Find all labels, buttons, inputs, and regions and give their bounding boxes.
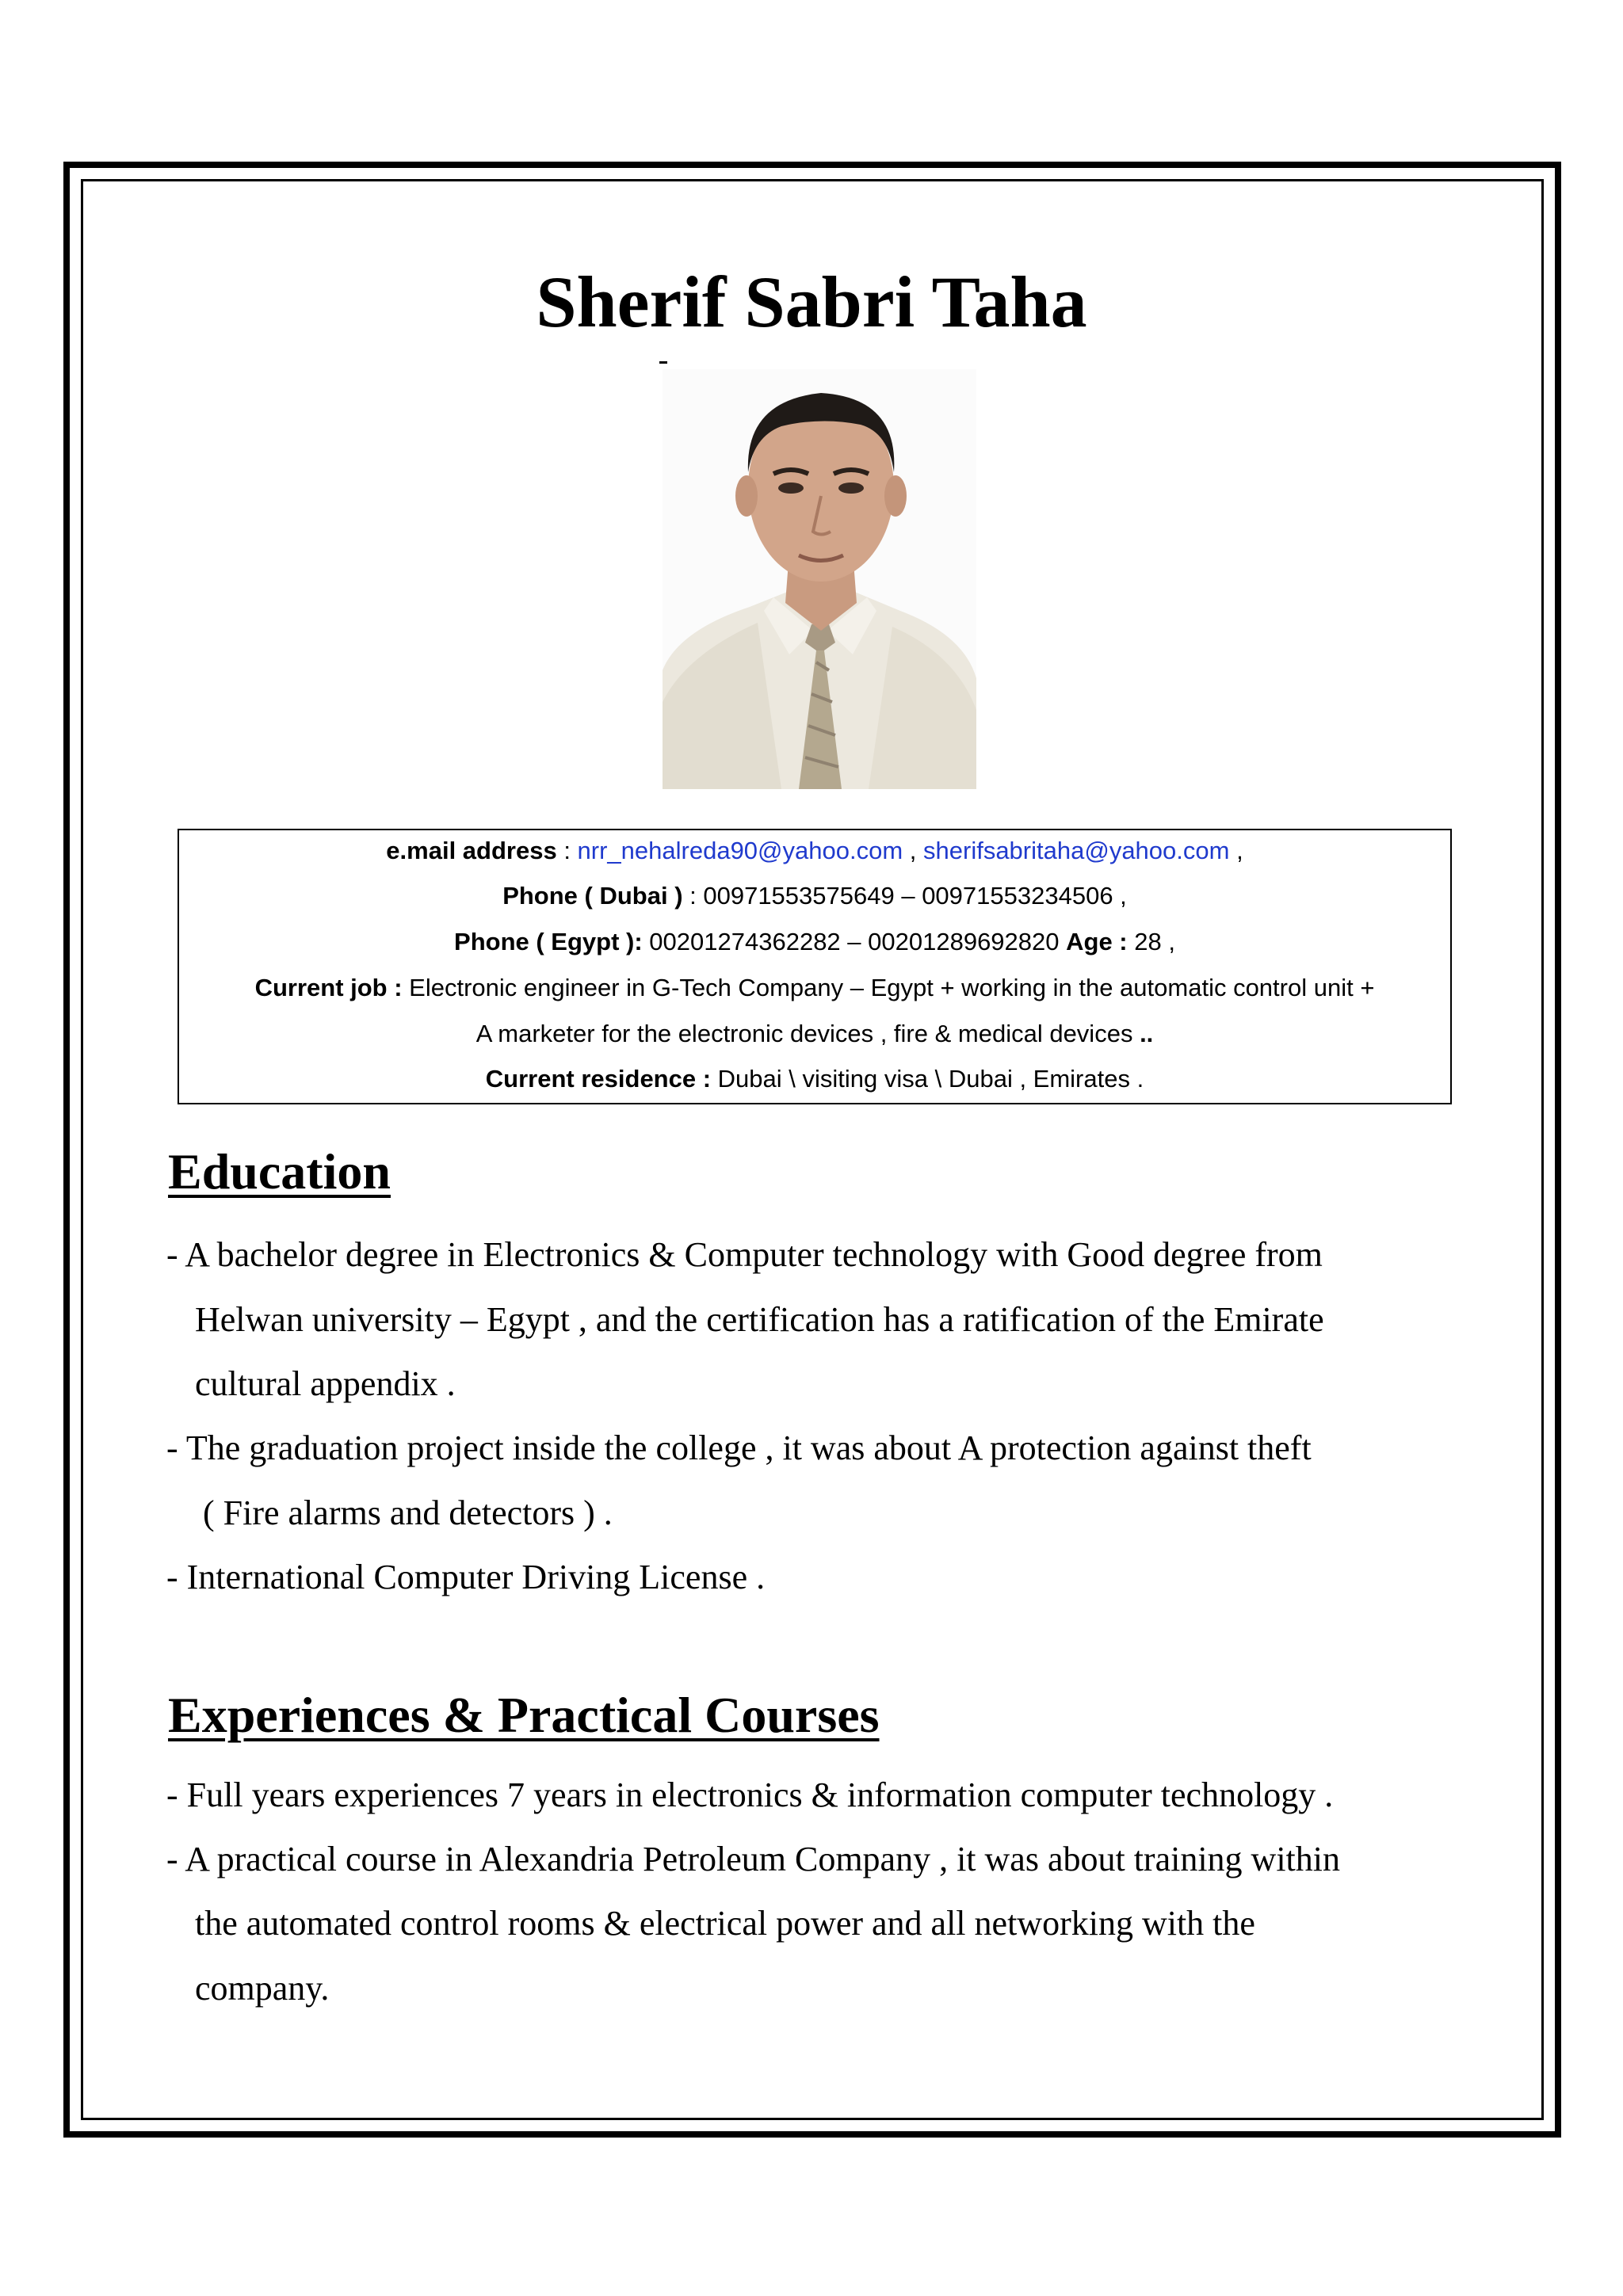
residence-label: Current residence : bbox=[485, 1065, 712, 1093]
education-line: - The graduation project inside the college , it was about A protection against theft bbox=[166, 1428, 1312, 1467]
email-label: e.mail address bbox=[386, 837, 557, 864]
current-job-label: Current job : bbox=[254, 974, 403, 1001]
experience-line: - Full years experiences 7 years in electronics & information computer technology . bbox=[166, 1775, 1334, 1814]
email-link-1[interactable]: nrr_nehalreda90@yahoo.com bbox=[577, 837, 903, 864]
experience-line: the automated control rooms & electrical power and all networking with the bbox=[195, 1904, 1255, 1943]
email-separator: : bbox=[556, 837, 578, 864]
phone-egypt-label: Phone ( Egypt ): bbox=[454, 928, 643, 955]
education-line: ( Fire alarms and detectors ) . bbox=[203, 1493, 613, 1532]
age-label: Age : bbox=[1066, 928, 1128, 955]
experience-heading: Experiences & Practical Courses bbox=[168, 1687, 880, 1743]
portrait-photo bbox=[663, 369, 976, 789]
current-job-line bbox=[179, 972, 1450, 1004]
email-middle: , bbox=[903, 837, 924, 864]
email-end: , bbox=[1229, 837, 1243, 864]
phone-dubai-value: : 00971553575649 – 00971553234506 , bbox=[682, 882, 1127, 910]
cv-name-title: Sherif Sabri Taha bbox=[536, 261, 1087, 342]
experience-line: company. bbox=[195, 1969, 330, 2008]
small-dash-mark bbox=[659, 361, 667, 364]
email-line bbox=[179, 835, 1450, 867]
residence-line bbox=[179, 1063, 1450, 1095]
education-line: cultural appendix . bbox=[195, 1364, 456, 1403]
education-heading: Education bbox=[168, 1143, 391, 1199]
current-job-line-2-text: A marketer for the electronic devices , fire & medical devices bbox=[475, 1020, 1140, 1047]
phone-egypt-line bbox=[179, 926, 1450, 958]
email-link-2[interactable]: sherifsabritaha@yahoo.com bbox=[923, 837, 1230, 864]
education-line: Helwan university – Egypt , and the certification has a ratification of the Emirate bbox=[195, 1300, 1324, 1339]
education-line: - International Computer Driving License . bbox=[166, 1558, 766, 1596]
current-job-line-2-end: .. bbox=[1140, 1020, 1154, 1047]
current-job-line-2 bbox=[179, 1018, 1450, 1050]
experience-line: - A practical course in Alexandria Petroleum Company , it was about training within bbox=[166, 1840, 1341, 1878]
contact-info-box bbox=[178, 829, 1452, 1104]
phone-egypt-value: 00201274362282 – 00201289692820 bbox=[642, 928, 1067, 955]
current-job-value: Electronic engineer in G-Tech Company – Egypt + working in the automatic control unit + bbox=[402, 974, 1375, 1001]
phone-dubai-label: Phone ( Dubai ) bbox=[502, 882, 683, 910]
age-value: 28 , bbox=[1127, 928, 1175, 955]
education-line: - A bachelor degree in Electronics & Computer technology with Good degree from bbox=[166, 1235, 1323, 1274]
residence-value: Dubai \ visiting visa \ Dubai , Emirates . bbox=[711, 1065, 1144, 1093]
phone-dubai-line bbox=[179, 880, 1450, 912]
